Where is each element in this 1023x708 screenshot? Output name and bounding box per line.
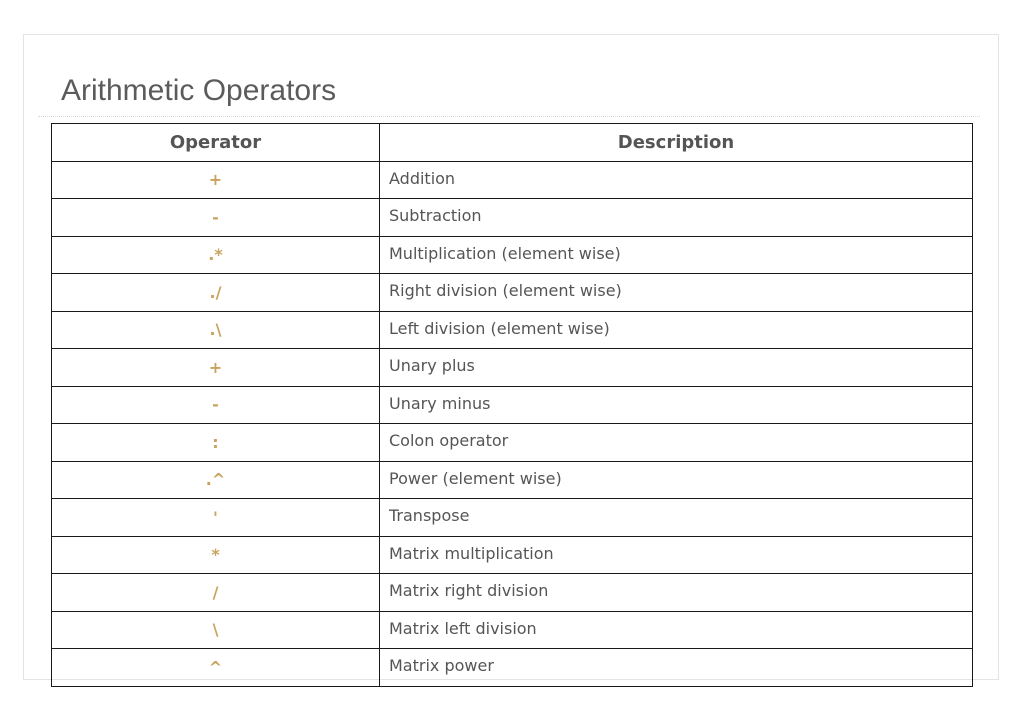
description-cell: Addition — [380, 161, 973, 199]
description-cell: Unary minus — [380, 386, 973, 424]
table-row — [52, 649, 973, 687]
operator-cell: ' — [52, 499, 380, 537]
operator-cell: : — [52, 424, 380, 462]
operator-cell: * — [52, 536, 380, 574]
table-row — [52, 499, 973, 537]
operator-cell: ^ — [52, 649, 380, 687]
title-divider — [38, 116, 980, 117]
table-row — [52, 386, 973, 424]
description-cell: Matrix multiplication — [380, 536, 973, 574]
table-row — [52, 574, 973, 612]
table-row — [52, 311, 973, 349]
table-row — [52, 274, 973, 312]
operator-cell: + — [52, 349, 380, 387]
operators-table — [51, 123, 973, 687]
description-cell: Matrix right division — [380, 574, 973, 612]
table-row — [52, 461, 973, 499]
operator-cell: - — [52, 386, 380, 424]
operator-cell: ./ — [52, 274, 380, 312]
operator-cell: .\ — [52, 311, 380, 349]
table-row — [52, 536, 973, 574]
description-cell: Matrix left division — [380, 611, 973, 649]
description-cell: Right division (element wise) — [380, 274, 973, 312]
table-row — [52, 424, 973, 462]
header-operator: Operator — [52, 124, 380, 162]
table-row — [52, 199, 973, 237]
header-description: Description — [380, 124, 973, 162]
description-cell: Multiplication (element wise) — [380, 236, 973, 274]
table-header-row — [52, 124, 973, 162]
table-row — [52, 161, 973, 199]
description-cell: Colon operator — [380, 424, 973, 462]
operator-cell: \ — [52, 611, 380, 649]
description-cell: Unary plus — [380, 349, 973, 387]
operator-cell: .* — [52, 236, 380, 274]
description-cell: Power (element wise) — [380, 461, 973, 499]
table-row — [52, 349, 973, 387]
operator-cell: / — [52, 574, 380, 612]
table-row — [52, 611, 973, 649]
description-cell: Transpose — [380, 499, 973, 537]
description-cell: Matrix power — [380, 649, 973, 687]
operator-cell: + — [52, 161, 380, 199]
description-cell: Left division (element wise) — [380, 311, 973, 349]
description-cell: Subtraction — [380, 199, 973, 237]
operator-cell: .^ — [52, 461, 380, 499]
table-row — [52, 236, 973, 274]
operator-cell: - — [52, 199, 380, 237]
slide-title: Arithmetic Operators — [61, 74, 337, 107]
